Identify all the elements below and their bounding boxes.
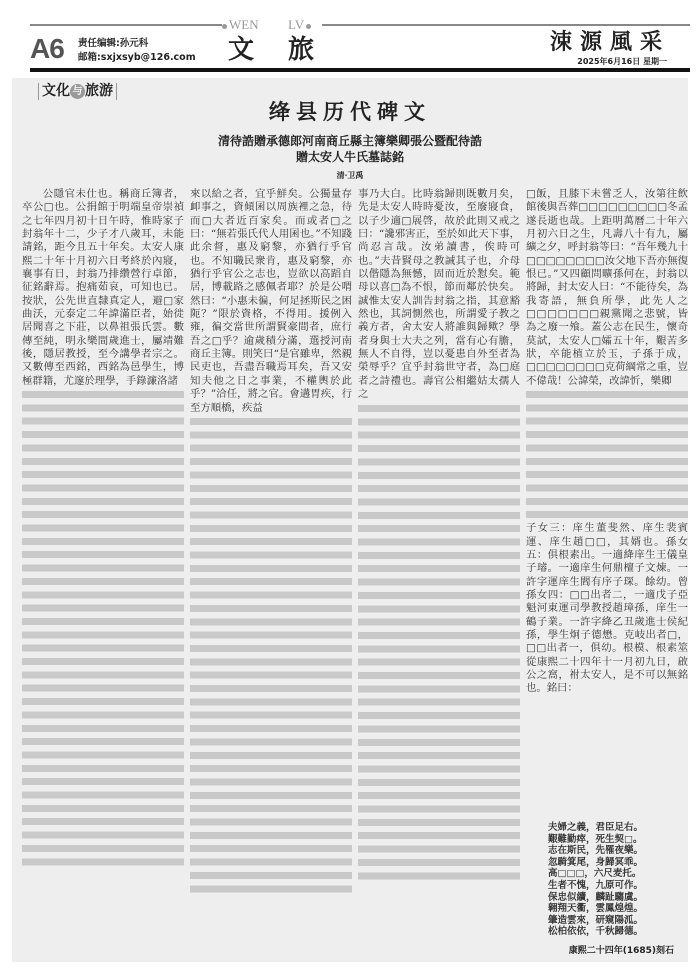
- article-column-1: [22, 188, 184, 960]
- column-text: 來以給之者，宜乎鮮矣。公獨量存卹事之，資傾囷以周族裡之急，待而□大者近百家矣。而或者□之曰：“無若張氏代人用囷也。”不知踐此余督，惠及窮黎，亦猶行乎官也。不知職民衆肯，惠及窮黎，亦猶行乎官公之志也，豈欲以高蹈自居，博載路之感佩者耶？於是公喟然曰：“小惠未徧，何足拯斯民之困阨？”限於資格，不得用。援例入雍，徧交當世所謂賢豪間者，庶行吾之□乎？逾歲積分滿，選授河南商丘主簿。則笑曰“是官雖卑，然親民吏也，吾盡吾職焉耳矣，吾又安知夫他之日之事業，不權輿於此乎？”洽任，將之官。會遘胃疾，行至方順橋，疾益: [190, 188, 352, 414]
- issue-date: 2025年6月16日 星期一: [577, 57, 667, 66]
- section-char-lv: 旅: [288, 35, 315, 65]
- column-text: 事乃大白。比時翁歸則既數月矣，先是太安人時時憂汝，至廢寢食，以子少適□展啓，故於此則又戒之曰：“讒邪害正，至於如此天下事，尚忍言哉。汝弟讀書，俟時可也。”夫昔賢母之教誡其子也，介母以偕隱為無憾，固而近於懟矣。範母以喜□為不恨，節而鄰於快矣。誠惟太安人訓告封翁之指，其意豁然也，其詞惻然也，所謂愛子教之義方者，舍太安人將誰與歸歟？學者身與士大夫之列，當有心有膽，無人不自得，豈以憂患自外至者為榮辱乎？宜乎封翁世守者，為□庭者之詩禮也。壽官公相繼姑太孺人之: [358, 188, 520, 401]
- header-divider: [30, 68, 690, 72]
- epitaph-line: 高□□□，六尺麦托。: [548, 868, 642, 880]
- header-rule-left: [30, 24, 222, 26]
- column-text: 公隱官未仕也。稱商丘簿者，卒公□也。公捐館于明端皇帝崇禎之七年四月初十日午時，惟時家子封翁年十二，少子才八歲耳，未能請銘，距今且五十年矣。太安人康熙二十年十月初六日考終於內寢，襄事有日，封翁乃排纘營行卓節，征銘辭焉。抱痛茹哀，可知也已。按狀，公先世直隸真定人，避□家曲沃，元泰定二年諱滿臣者，始徙居聞喜之下莊，以鼻祖張氏雲。數傳至純，明永樂間歲進士，屬靖難後，隱居教授，至今講學者宗之。又數傳至西銘，西銘為邑學生，博極群籍，尤邃於理學，手錄濂洛諸: [22, 188, 184, 387]
- article-subtitle-2: 贈太安人牛氏墓誌銘: [295, 150, 404, 164]
- article-column-4: [526, 188, 688, 820]
- section-char-wen: 文: [228, 35, 255, 65]
- header-rule-right: [322, 24, 690, 26]
- article-column-2: [190, 188, 352, 960]
- newspaper-brand: 涑源風采: [549, 29, 670, 55]
- text-continuation: [190, 415, 352, 895]
- column-tag-left: 文化: [42, 83, 70, 99]
- epitaph-line: 志在斯民，先罹夜樂。: [548, 845, 644, 857]
- column-tag: [38, 83, 117, 100]
- epitaph-line: 保忠似續，麟趾騶虞。: [548, 891, 644, 903]
- column-tag-right: 旅游: [85, 83, 113, 99]
- epitaph-line: 松柏依依，千秋歸德。: [548, 926, 644, 938]
- epitaph-line: 忽騎箕尾，身歸冥乖。: [548, 856, 644, 868]
- epitaph-line: 翱翔天衢，雲鳳煌煌。: [548, 903, 644, 915]
- carving-date: 康熙二十四年(1685)刻石: [568, 946, 674, 956]
- epitaph-line: 肇造雲來，研窺陽泒。: [548, 914, 644, 926]
- epitaph-line: 艱難勤瘁，死生契□。: [548, 833, 643, 845]
- page-number: A6: [30, 33, 64, 64]
- article-title: 绛县历代碑文: [269, 99, 431, 124]
- article-column-3: [358, 188, 520, 960]
- section-pinyin-wen: WEN: [222, 18, 259, 32]
- column-text-tail: 子女三：庠生董斐然、庠生裴賓運、庠生趙□□，其婿也。孫女五：俱根素出。一適絳庠生王儀皇子璿。一適庠生何鼎檀子文煉。一許字運庠生閻有序子琛。餘幼。曾孫女四：□□出者二，一適戊子亞魁河東運司學教授趙璋孫，庠生一鶴子業。一許字絳乙丑歲進士侯紀孫，學生炯子德懋。克岐出者□，□□出者一，俱幼。根模、根素筮從康熙二十四年十一月初九日，啟公之窩，祔太安人，是不可以無銘也。銘曰：: [526, 522, 688, 695]
- article-subtitle-1: 清待誥贈承德郎河南商丘縣主簿樂卿張公暨配待誥: [217, 134, 482, 148]
- text-continuation: [526, 388, 688, 522]
- editor-name: 责任编辑:孙元科: [78, 38, 149, 49]
- section-pinyin-lv: LV: [288, 18, 311, 32]
- editor-email: 邮箱:sxjxsyb@126.com: [78, 52, 196, 63]
- epitaph-line: 生者不愧，九原可作。: [548, 879, 644, 891]
- column-tag-middle: 与: [70, 84, 85, 99]
- editor-info: [78, 37, 196, 65]
- column-text: □飯，且膝下未嘗乏人，汝第往飲館後與吾葬□□□□□□□□□冬孟遂長逝也哉。上距明萬曆二十年六月初六日之生，凡壽八十有九，屬纊之夕，呼封翁等曰：“吾年幾九十□□□□□□□□汝父地下吾亦無復恨已。”又四顧問曠孫何在，封翁以將歸，封太安人曰：“不能待矣，為我寄語，無負所學，此先人之□□□□□□□親黨聞之悲號，皆為之廢一飧。蓋公志在民生，懷奇莫試，太安人□孀五十年，艱苦多狀，卒能植立於玉，子孫于成，□□□□□□□□克荷綱常之重，豈不偉哉！公諱榮，改諱忻，樂卿: [526, 188, 688, 387]
- article-author: 清·卫禹: [336, 170, 364, 180]
- epitaph-line: 夫婦之義，君臣足右。: [548, 822, 644, 833]
- epitaph: [548, 822, 678, 938]
- text-continuation: [358, 402, 520, 882]
- text-continuation: [22, 388, 184, 868]
